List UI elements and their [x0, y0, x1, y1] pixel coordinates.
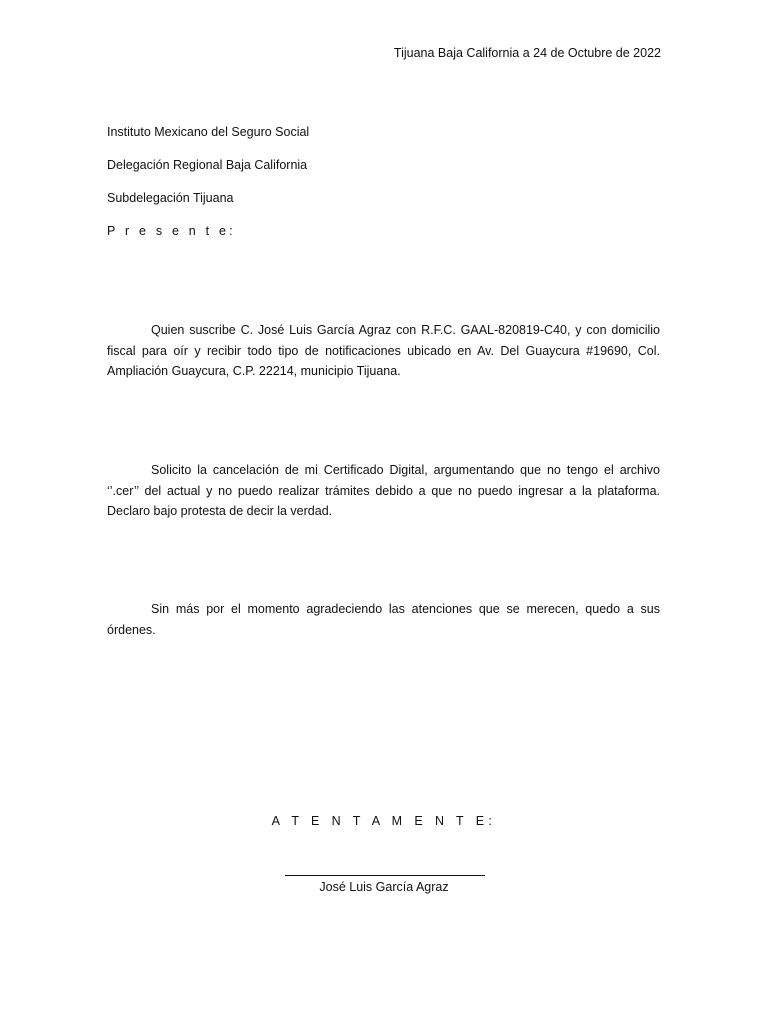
recipient-delegation: Delegación Regional Baja California [107, 158, 308, 172]
recipient-subdelegation: Subdelegación Tijuana [107, 191, 234, 205]
paragraph-request: Solicito la cancelación de mi Certificado Digital, argumentando que no tengo el archivo ‘’.cer’’ del actual y no puedo realizar trámites debido a que no puedo ingresar a la plataforma. Declaro bajo protesta de decir la verdad. [107, 463, 660, 518]
paragraph-farewell: Sin más por el momento agradeciendo las atenciones que se merecen, quedo a sus órdenes. [107, 602, 660, 637]
paragraph-identification: Quien suscribe C. José Luis García Agraz con R.F.C. GAAL-820819-C40, y con domicilio fiscal para oír y recibir todo tipo de notificaciones ubicado en Av. Del Guaycura #19690, Col. Ampliación Guaycura, C.P. 22214, municipio Tijuana. [107, 323, 660, 378]
recipient-institution: Instituto Mexicano del Seguro Social [107, 125, 310, 139]
salutation: P r e s e n t e: [107, 224, 236, 238]
signature-line [285, 875, 485, 876]
signer-name: José Luis García Agraz [319, 880, 449, 894]
closing-atentamente: A T E N T A M E N T E: [271, 814, 497, 828]
date-line: Tijuana Baja California a 24 de Octubre de 2022 [393, 46, 661, 60]
